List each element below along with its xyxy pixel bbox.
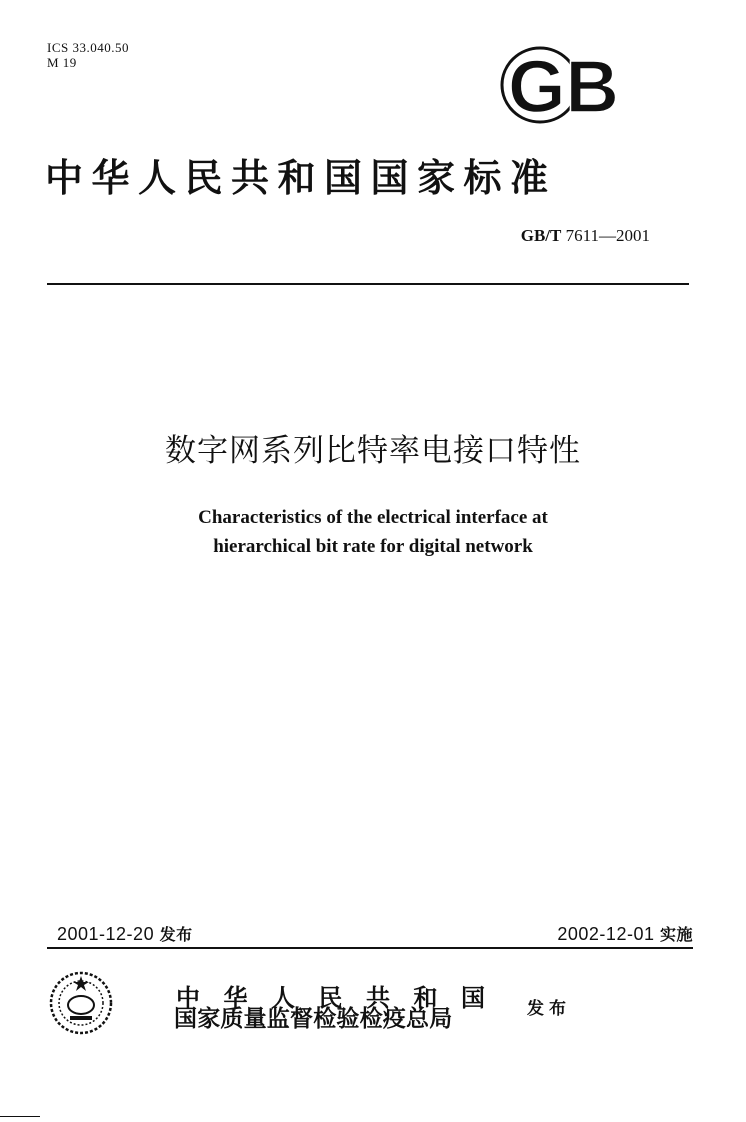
header-divider <box>47 283 689 285</box>
footer-divider <box>47 947 693 949</box>
implementation-date-value: 2002-12-01 <box>557 924 655 944</box>
issuer-verb: 发布 <box>527 999 571 1019</box>
issuer-country: 中华人民共和国 <box>176 983 509 1012</box>
official-seal-icon <box>48 970 114 1036</box>
gb-logo-text: GB <box>508 45 619 125</box>
standard-number <box>521 226 650 246</box>
ccs-code: M 19 <box>47 55 77 70</box>
classification-codes <box>47 40 129 70</box>
standard-number-value: 7611—2001 <box>565 226 650 245</box>
gb-logo <box>500 45 645 125</box>
standard-number-prefix: GB/T <box>520 226 562 245</box>
document-title-en <box>0 503 746 561</box>
document-title-cn: 数字网系列比特率电接口特性 <box>165 433 581 469</box>
corner-mark <box>0 1116 40 1117</box>
implementation-date <box>557 922 693 945</box>
issuer-agency: 国家质量监督检验检疫总局 <box>174 1005 453 1032</box>
issue-date-label: 发布 <box>159 925 193 944</box>
implementation-date-label: 实施 <box>659 925 693 944</box>
document-title-en-line2: hierarchical bit rate for digital network <box>213 536 533 557</box>
issue-date-value: 2001-12-20 <box>57 924 155 944</box>
ics-code: ICS 33.040.50 <box>47 40 129 55</box>
standard-title: 中华人民共和国国家标准 <box>45 155 557 200</box>
document-title-en-line1: Characteristics of the electrical interface at <box>198 507 548 528</box>
issue-date <box>57 922 193 945</box>
